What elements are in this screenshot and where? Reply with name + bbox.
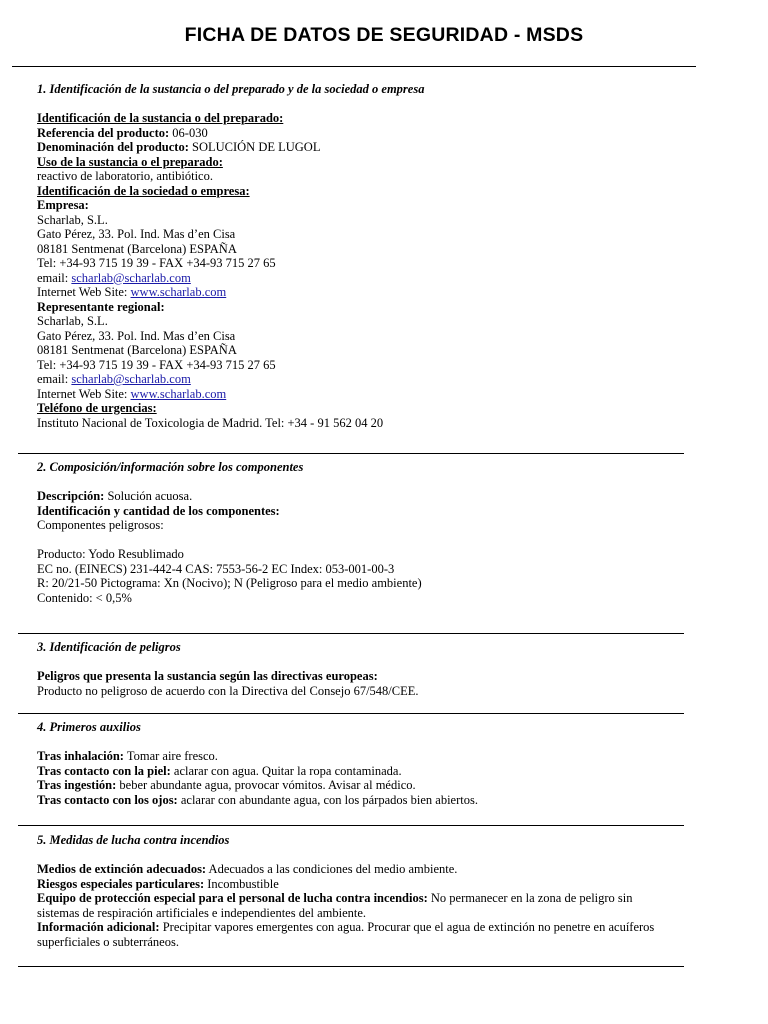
company-id-heading: Identificación de la sociedad o empresa: [37,183,250,198]
component-content: Contenido: < 0,5% [37,590,132,605]
ingestion-label: Tras ingestión: [37,778,117,792]
inhalation-value: Tomar aire fresco. [123,749,218,763]
regional-rep-label: Representante regional: [37,299,165,314]
section-4-title: 4. Primeros auxilios [37,720,141,734]
website-label: Internet Web Site: [37,285,131,299]
hazards-label: Peligros que presenta la sustancia según las directivas europeas: [37,669,378,683]
company-label: Empresa: [37,198,89,212]
section-2-title: 2. Composición/información sobre los componentes [37,460,304,474]
product-name-label: Denominación del producto: [37,140,189,154]
special-risks-label: Riesgos especiales particulares: [37,876,205,891]
special-risks-value: Incombustible [204,876,279,891]
usage-heading: Uso de la sustancia o el preparado: [37,154,223,169]
product-ref-label: Referencia del producto: [37,125,170,140]
section-2 [37,460,677,605]
email-label: email: [37,270,72,285]
email-label: email: [37,372,72,386]
emergency-phone-heading: Teléfono de urgencias: [37,401,157,415]
ingestion-value: beber abundante agua, provocar vómitos. Avisar al médico. [116,778,416,792]
company-address-2: 08181 Sentmenat (Barcelona) ESPAÑA [37,241,237,256]
description-value: Solución acuosa. [104,489,193,503]
page-title: FICHA DE DATOS DE SEGURIDAD - MSDS [184,24,584,46]
rep-phone: Tel: +34-93 715 19 39 - FAX +34-93 715 27 65 [37,357,276,372]
eye-contact-value: aclarar con abundante agua, con los párpados bien abiertos. [177,792,478,807]
divider [18,966,684,967]
emergency-phone-value: Instituto Nacional de Toxicologia de Madrid. Tel: +34 - 91 562 04 20 [37,415,384,430]
divider [18,453,684,454]
skin-contact-label: Tras contacto con la piel: [37,763,171,778]
additional-info-value: Precipitar vapores emergentes con agua. Procurar que el agua de extinción no penetre en acuíferos superficiales o subterráneos. [37,920,655,949]
additional-info-label: Información adicional: [37,920,160,934]
components-label: Identificación y cantidad de los componentes: [37,503,280,518]
component-r: R: 20/21-50 Pictograma: Xn (Nocivo); N (Peligroso para el medio ambiente) [37,576,422,590]
protective-equipment-value: No permanecer en la zona de peligro sin sistemas de respiración artificiales e independientes del ambiente. [37,891,633,920]
section-1 [37,82,677,430]
company-email-link[interactable]: scharlab@scharlab.com [71,270,191,285]
website-label: Internet Web Site: [37,386,131,401]
company-address-1: Gato Pérez, 33. Pol. Ind. Mas d’en Cisa [37,227,236,241]
extinction-label: Medios de extinción adecuados: [37,862,207,876]
rep-website-link[interactable]: www.scharlab.com [130,386,227,401]
substance-id-heading: Identificación de la sustancia o del preparado: [37,111,284,125]
component-ec: EC no. (EINECS) 231-442-4 CAS: 7553-56-2 EC Index: 053-001-00-3 [37,561,395,576]
section-3 [37,640,677,698]
divider [18,713,684,714]
hazardous-components: Componentes peligrosos: [37,518,164,532]
component-product: Producto: Yodo Resublimado [37,547,184,561]
description-label: Descripción: [37,489,105,503]
product-name-value: SOLUCIÓN DE LUGOL [188,140,321,154]
rep-name: Scharlab, S.L. [37,314,108,328]
section-5 [37,833,677,949]
usage-value: reactivo de laboratorio, antibiótico. [37,169,213,183]
hazards-value: Producto no peligroso de acuerdo con la Directiva del Consejo 67/548/CEE. [37,683,419,698]
protective-equipment-label: Equipo de protección especial para el personal de lucha contra incendios: [37,891,428,905]
rep-email-link[interactable]: scharlab@scharlab.com [71,372,191,386]
product-ref-value: 06-030 [169,125,208,140]
inhalation-label: Tras inhalación: [37,749,124,763]
divider [12,66,696,67]
extinction-value: Adecuados a las condiciones del medio ambiente. [206,862,458,876]
company-website-link[interactable]: www.scharlab.com [130,285,227,299]
section-5-title: 5. Medidas de lucha contra incendios [37,833,230,847]
section-1-title: 1. Identificación de la sustancia o del preparado y de la sociedad o empresa [37,82,425,96]
skin-contact-value: aclarar con agua. Quitar la ropa contaminada. [170,763,402,778]
rep-address-1: Gato Pérez, 33. Pol. Ind. Mas d’en Cisa [37,328,236,343]
eye-contact-label: Tras contacto con los ojos: [37,792,178,807]
section-4 [37,720,677,807]
divider [18,825,684,826]
company-phone: Tel: +34-93 715 19 39 - FAX +34-93 715 27 65 [37,256,276,270]
company-name: Scharlab, S.L. [37,212,108,227]
rep-address-2: 08181 Sentmenat (Barcelona) ESPAÑA [37,343,237,357]
section-3-title: 3. Identificación de peligros [37,640,181,654]
divider [18,633,684,634]
